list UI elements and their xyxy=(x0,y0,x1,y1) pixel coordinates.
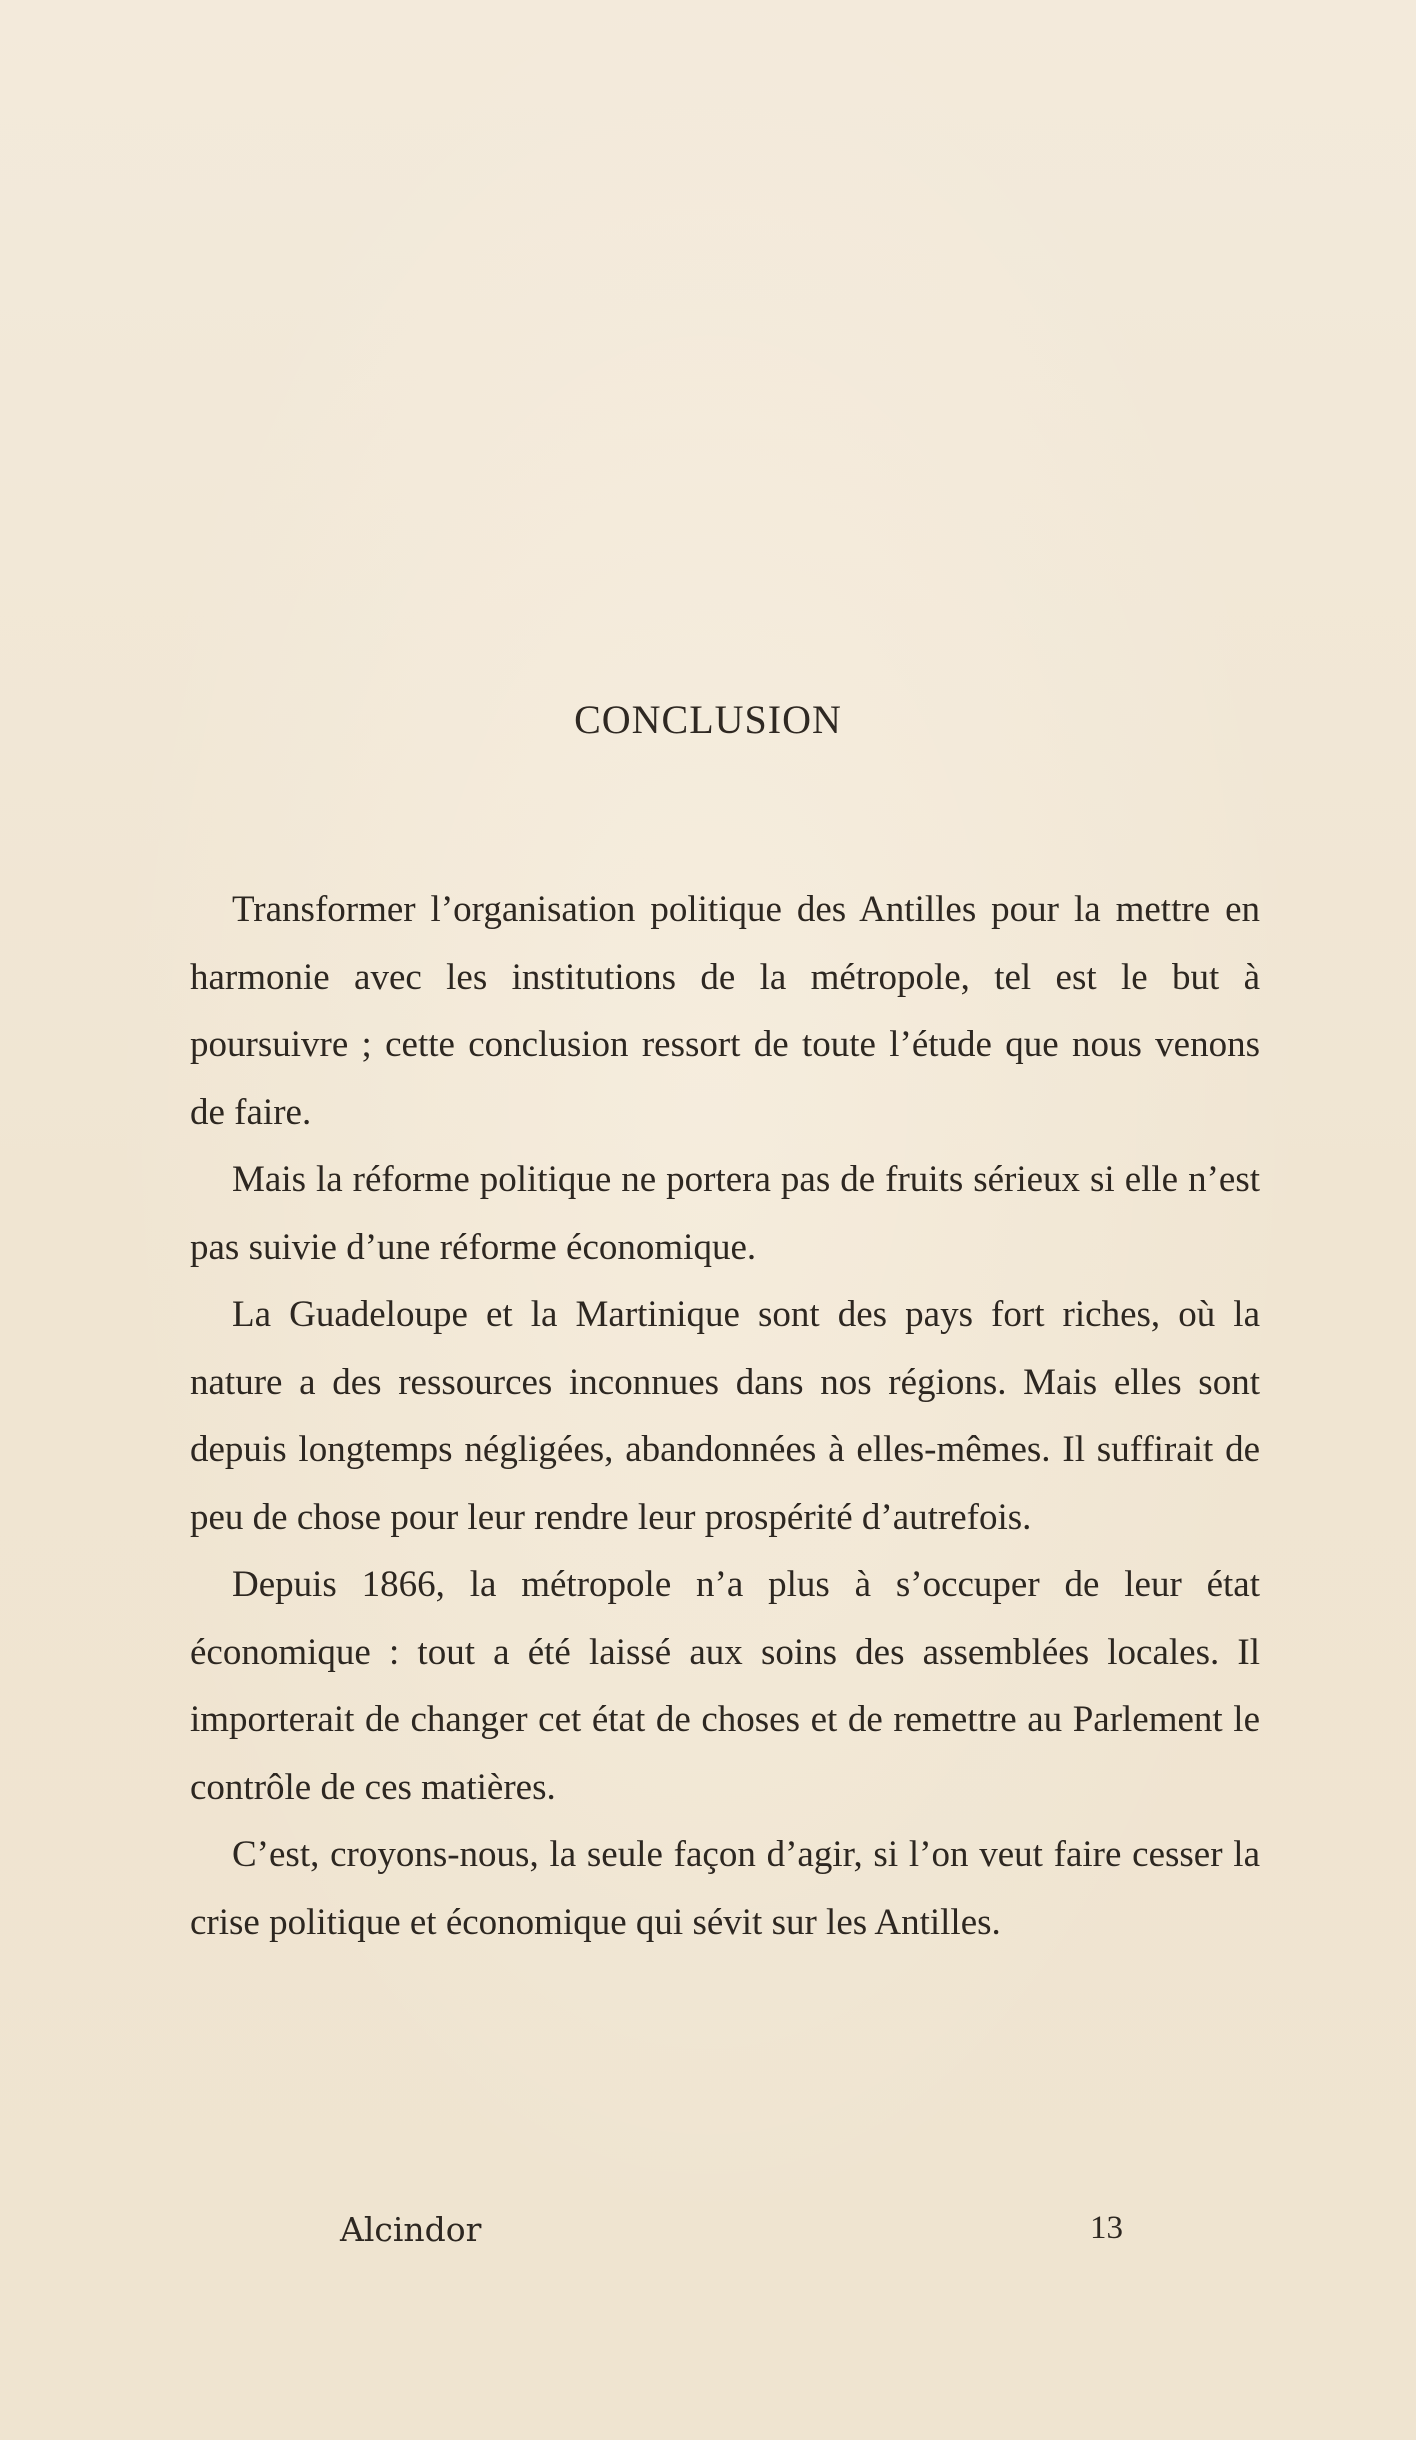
paragraph: C’est, croyons-nous, la seule façon d’agir, si l’on veut faire cesser la crise politique et économique qui sévit sur les Antilles. xyxy=(190,1834,1260,1943)
chapter-heading: CONCLUSION xyxy=(574,697,842,742)
signature-mark: 13 xyxy=(1090,2210,1123,2246)
body-text xyxy=(190,876,1260,1956)
paragraph: La Guadeloupe et la Martinique sont des pays fort riches, où la nature a des ressources inconnues dans nos régions. Mais elles sont depuis longtemps négligées, abandonnées à elles-mêmes. Il suffirait de peu de chose pour leur rendre leur prospérité d’autrefois. xyxy=(190,1294,1260,1538)
paragraph: Mais la réforme politique ne portera pas de fruits sérieux si elle n’est pas suivie d’une réforme économique. xyxy=(190,1159,1260,1268)
printer-signature: Alcindor xyxy=(340,2210,482,2249)
paragraph: Depuis 1866, la métropole n’a plus à s’occuper de leur état économique : tout a été laissé aux soins des assemblées locales. Il importerait de changer cet état de choses et de remettre au Parlement le contrôle de ces matières. xyxy=(190,1564,1260,1808)
page-footer xyxy=(0,2210,1416,2260)
paragraph: Transformer l’organisation politique des Antilles pour la mettre en harmonie avec les institutions de la métropole, tel est le but à poursuivre ; cette conclusion ressort de toute l’étude que nous venons de faire. xyxy=(190,889,1260,1133)
